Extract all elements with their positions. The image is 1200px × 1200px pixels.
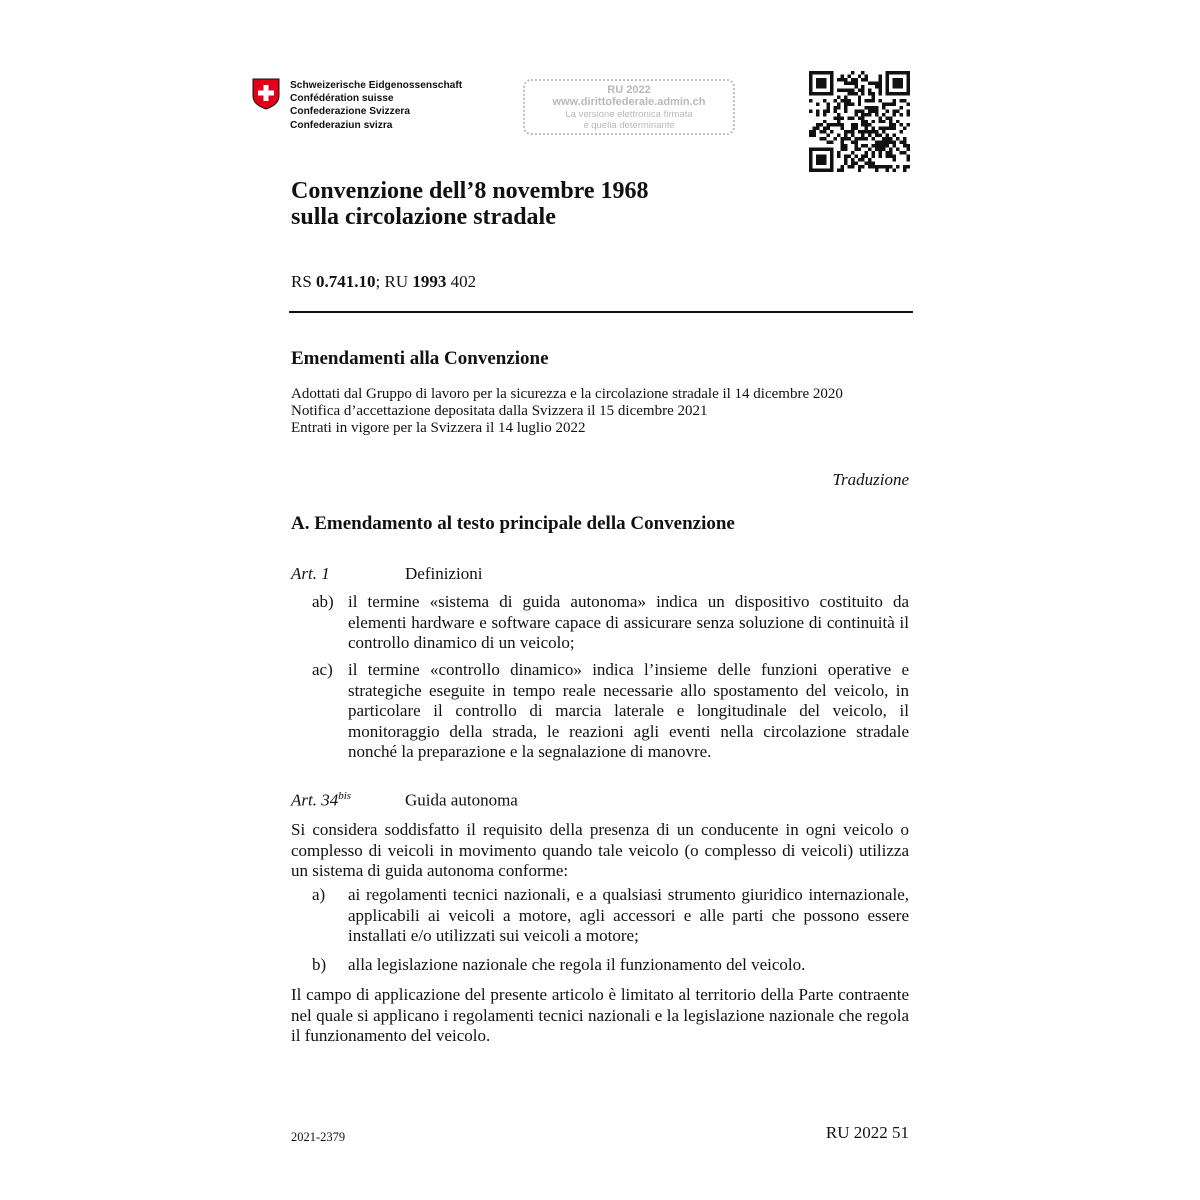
section-a-heading: A. Emendamento al testo principale della Convenzione <box>291 513 735 534</box>
publication-stamp <box>523 79 735 135</box>
article-34bis-heading <box>291 790 518 811</box>
stamp-line-3: La versione elettronica firmata <box>565 109 693 120</box>
list-item-label: b) <box>312 955 327 974</box>
list-item-label: ab) <box>312 592 334 611</box>
qr-code-icon <box>809 71 910 172</box>
document-number: 2021-2379 <box>291 1130 346 1144</box>
swiss-cross-icon <box>252 78 280 110</box>
document-title <box>291 178 649 230</box>
title-line-1: Convenzione dell’8 novembre 1968 <box>291 178 649 204</box>
article-34bis-sup: bis <box>338 790 352 802</box>
confederation-name-rm: Confederaziun svizra <box>290 119 393 131</box>
list-item-text: il termine «controllo dinamico» indica l’insieme delle funzioni operative e strategiche eseguite in tempo reale necessarie allo spostamento del veicolo, in particolare il controllo di marcia laterale e longitudinale del veicolo, il monitoraggio della strada, le reazioni agli eventi nella circolazione stradale nonché la preparazione e la segnalazione di manovre. <box>348 660 909 761</box>
stamp-line-4: è quella determinante <box>583 120 675 131</box>
article-34bis-intro: Si considera soddisfatto il requisito della presenza di un conducente in ogni veicolo o complesso di veicoli in movimento quando tale veicolo (o complesso di veicoli) utilizza un sistema di guida autonoma conforme: <box>291 820 909 880</box>
adoption-notes <box>291 386 843 437</box>
rs-reference <box>291 272 476 292</box>
confederation-names <box>290 79 462 132</box>
list-item-text: ai regolamenti tecnici nazionali, e a qualsiasi strumento giuridico internazionale, applicabili ai veicoli a motore, agli accessori e alle parti che possono essere installati e/o utilizzati sui veicoli a motore; <box>348 885 909 945</box>
article-1-number: Art. 1 <box>291 564 330 583</box>
stamp-line-2: www.dirittofederale.admin.ch <box>552 96 706 108</box>
rs-page: 402 <box>446 272 477 291</box>
rs-prefix: RS <box>291 272 317 291</box>
divider-rule <box>289 311 913 313</box>
list-item-text: alla legislazione nazionale che regola il funzionamento del veicolo. <box>348 955 806 974</box>
confederation-name-it: Confederazione Svizzera <box>290 106 411 118</box>
translation-label: Traduzione <box>832 470 909 489</box>
list-item <box>291 955 909 976</box>
confederation-name-de: Schweizerische Eidgenossenschaft <box>290 80 463 91</box>
page-reference: RU 2022 51 <box>825 1123 909 1142</box>
list-item <box>291 885 909 947</box>
adoption-line-3: Entrati in vigore per la Svizzera il 14 luglio 2022 <box>291 420 586 436</box>
article-34bis-number-main: Art. 34 <box>291 790 339 810</box>
article-1-heading <box>291 564 482 584</box>
stamp-line-1: RU 2022 <box>607 84 651 96</box>
list-item-text: il termine «sistema di guida autonoma» indica un dispositivo costituito da elementi hardware e software capace di assicurare senza soluzione di continuità il controllo dinamico di un veicolo; <box>348 592 909 652</box>
rs-number: 0.741.10 <box>316 272 376 291</box>
amendments-heading: Emendamenti alla Convenzione <box>291 348 549 369</box>
adoption-line-2: Notifica d’accettazione depositata dalla Svizzera il 15 dicembre 2021 <box>291 403 708 419</box>
article-34bis-closing: Il campo di applicazione del presente articolo è limitato al territorio della Parte contraente nel quale si applicano i regolamenti tecnici nazionali e la legislazione nazionale che regola il funzionamento del veicolo. <box>291 985 909 1045</box>
article-34bis-title: Guida autonoma <box>405 790 518 810</box>
article-34bis-number <box>291 790 405 811</box>
list-item-label: a) <box>312 885 326 904</box>
list-item <box>291 660 909 763</box>
adoption-line-1: Adottati dal Gruppo di lavoro per la sicurezza e la circolazione stradale il 14 dicembre 2020 <box>291 386 843 402</box>
rs-year: 1993 <box>412 272 447 291</box>
title-line-2: sulla circolazione stradale <box>291 204 556 230</box>
confederation-name-fr: Confédération suisse <box>290 93 394 105</box>
list-item <box>291 592 909 654</box>
list-item-label: ac) <box>312 660 333 679</box>
rs-mid: ; RU <box>375 272 413 291</box>
article-1-title: Definizioni <box>405 564 483 583</box>
